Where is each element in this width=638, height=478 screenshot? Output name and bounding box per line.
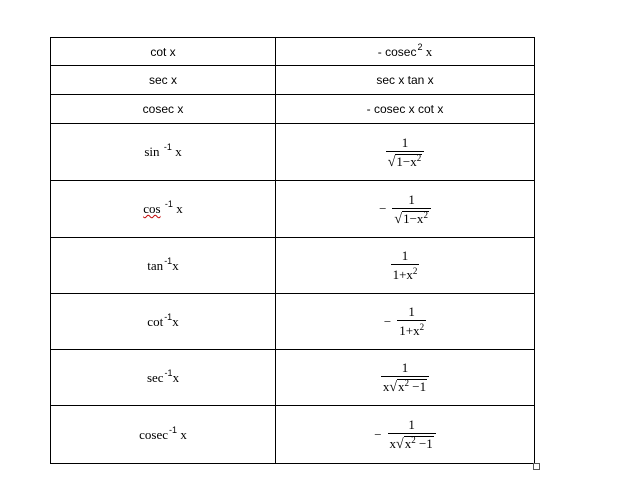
fraction-denominator [391, 267, 420, 284]
function-cell [51, 95, 276, 124]
function-text: tan [147, 257, 164, 273]
function-cell [51, 238, 276, 294]
function-variable: x [172, 313, 179, 329]
fraction-numerator: 1 [401, 247, 409, 263]
derivative-cell [276, 350, 535, 406]
derivative-cell [276, 124, 535, 181]
derivative-cell [276, 95, 535, 124]
minus-sign: − [374, 426, 382, 442]
derivative-cell [276, 66, 535, 95]
fraction-denominator [397, 323, 426, 340]
function-cell [51, 124, 276, 181]
radicand [397, 379, 427, 395]
table-row [51, 95, 535, 124]
fraction-denominator [388, 436, 436, 452]
derivative-fraction [397, 304, 426, 340]
fraction-denominator [386, 154, 425, 170]
radicand-text: x [404, 436, 412, 451]
table-row [51, 238, 535, 294]
denominator-text: 1+x [399, 322, 420, 338]
denominator-exponent: 2 [412, 265, 418, 276]
fraction-denominator [392, 211, 431, 227]
minus-sign: − [383, 313, 392, 329]
derivative-variable: x [422, 43, 433, 59]
derivative-fraction [391, 248, 420, 284]
denominator-factor: x [389, 436, 397, 451]
sqrt-icon: √ [396, 437, 404, 452]
function-text: cosec [139, 426, 168, 442]
denominator-factor: x [382, 379, 390, 394]
table-row [51, 66, 535, 95]
denominator-exponent: 2 [419, 321, 425, 332]
fraction-numerator: 1 [408, 417, 415, 432]
derivative-text: - cosec x cot x [366, 102, 444, 116]
function-variable: x [175, 144, 182, 159]
fraction-numerator: 1 [401, 134, 409, 150]
derivative-fraction [392, 192, 431, 227]
function-exponent: -1 [163, 142, 172, 152]
derivative-cell [276, 406, 535, 464]
derivative-cell [276, 294, 535, 350]
table-row [51, 181, 535, 238]
function-text: cos [143, 201, 161, 216]
table-row [51, 124, 535, 181]
function-cell [51, 181, 276, 238]
fraction-denominator [381, 379, 429, 395]
derivative-text: sec x tan x [376, 73, 434, 87]
sqrt-icon: √ [394, 211, 403, 227]
fraction-bar [388, 433, 436, 434]
function-exponent: -1 [164, 311, 173, 322]
radicand-exponent: 2 [423, 209, 428, 220]
radicand-exponent: 2 [416, 152, 422, 163]
function-variable: x [172, 369, 180, 385]
fraction-bar [392, 208, 431, 209]
radicand-text: 1−x [396, 153, 417, 169]
derivative-cell [276, 181, 535, 238]
derivative-fraction [388, 417, 436, 452]
function-text: cosec x [142, 102, 184, 116]
radicand [402, 211, 429, 227]
function-cell [51, 350, 276, 406]
radicand-exponent: 2 [411, 435, 416, 445]
table-resize-handle-icon[interactable] [533, 463, 540, 470]
function-exponent: -1 [164, 255, 173, 266]
derivative-cell [276, 38, 535, 66]
function-exponent: -1 [169, 424, 178, 435]
table-row [51, 406, 535, 464]
function-exponent: -1 [164, 367, 173, 378]
function-exponent: -1 [164, 199, 173, 209]
fraction-numerator: 1 [401, 360, 409, 375]
table-row [51, 38, 535, 66]
fraction-bar [381, 376, 429, 377]
fraction-bar [397, 320, 426, 321]
function-variable: x [176, 201, 183, 216]
denominator-text: 1+x [392, 266, 413, 282]
sqrt-icon: √ [387, 154, 396, 170]
function-variable: x [180, 426, 187, 442]
fraction-numerator: 1 [408, 191, 415, 207]
derivative-text: - cosec [377, 44, 417, 59]
function-text: cot [147, 313, 164, 329]
radicand [395, 154, 422, 170]
derivative-exponent: 2 [417, 41, 423, 52]
derivatives-table [50, 37, 535, 464]
function-cell [51, 406, 276, 464]
fraction-bar [391, 264, 420, 265]
radicand-tail: −1 [418, 436, 433, 451]
radicand-tail: −1 [412, 379, 427, 394]
radicand-exponent: 2 [404, 378, 410, 388]
fraction-bar [386, 151, 425, 152]
radicand-text: x [398, 379, 405, 394]
derivative-fraction [381, 360, 429, 395]
function-text: cot x [150, 44, 176, 59]
function-variable: x [172, 257, 179, 273]
function-cell [51, 38, 276, 66]
derivative-cell [276, 238, 535, 294]
sqrt-icon: √ [389, 380, 398, 395]
radicand [404, 436, 434, 452]
function-text: sec [146, 369, 164, 385]
function-text: sec x [148, 73, 177, 87]
function-cell [51, 294, 276, 350]
derivative-fraction [386, 135, 425, 170]
table-row [51, 294, 535, 350]
radicand-text: 1−x [403, 210, 424, 226]
function-text: sin [144, 144, 160, 159]
table-row [51, 350, 535, 406]
fraction-numerator: 1 [408, 303, 415, 319]
function-cell [51, 66, 276, 95]
minus-sign: − [379, 201, 387, 216]
